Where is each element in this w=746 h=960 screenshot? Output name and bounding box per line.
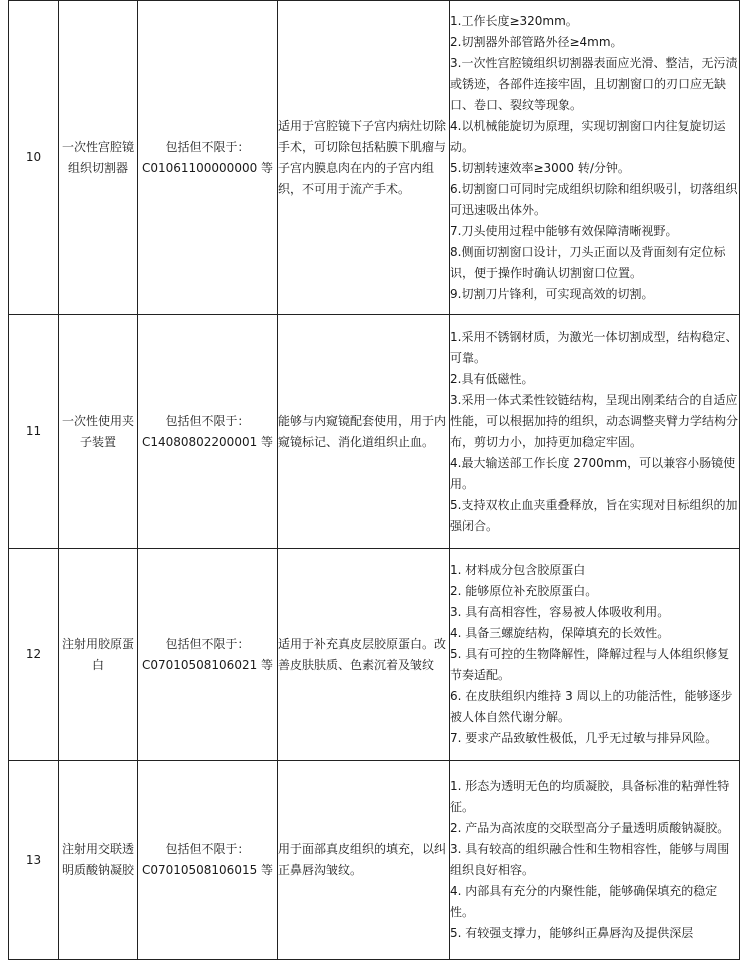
product-usage: 适用于补充真皮层胶原蛋白。改善皮肤肤质、色素沉着及皱纹 (278, 549, 450, 761)
requirement-item: 3. 具有较高的组织融合性和生物相容性，能够与周围组织良好相容。 (450, 842, 730, 877)
code-prefix: 包括但不限于： (165, 636, 250, 651)
code-prefix: 包括但不限于： (165, 842, 250, 856)
requirement-item: 4.以机械能旋切为原理，实现切割窗口内往复旋切运动。 (450, 118, 726, 154)
row-number: 11 (9, 315, 59, 549)
requirement-item: 5.支持双枚止血夹重叠释放，旨在实现对目标组织的加强闭合。 (450, 497, 738, 533)
requirements-list (450, 315, 740, 549)
row-number: 10 (9, 1, 59, 315)
product-code: C07010508106021 等 (141, 657, 274, 672)
product-code-cell (138, 315, 278, 549)
requirement-item: 5. 有较强支撑力，能够纠正鼻唇沟及提供深层 (450, 926, 694, 940)
requirement-item: 4. 内部具有充分的内聚性能，能够确保填充的稳定性。 (450, 884, 718, 919)
product-name: 注射用交联透明质酸钠凝胶 (59, 761, 138, 960)
product-code-cell (138, 549, 278, 761)
requirements-list (450, 761, 740, 960)
table-row (9, 549, 740, 761)
requirement-item: 2. 产品为高浓度的交联型高分子量透明质酸钠凝胶。 (450, 821, 730, 835)
requirement-item: 8.侧面切割窗口设计，刀头正面以及背面刻有定位标识，便于操作时确认切割窗口位置。 (450, 244, 726, 280)
product-code: C01061100000000 等 (141, 160, 274, 175)
product-usage: 用于面部真皮组织的填充，以纠正鼻唇沟皱纹。 (278, 761, 450, 960)
row-number: 13 (9, 761, 59, 960)
requirement-item: 7. 要求产品致敏性极低，几乎无过敏与排异风险。 (450, 731, 718, 745)
requirement-item: 3.采用一体式柔性铰链结构，呈现出刚柔结合的自适应性能，可以根据加持的组织，动态调整夹臂力学结构分布，剪切力小，加持更加稳定牢固。 (450, 392, 739, 449)
requirement-item: 6. 在皮肤组织内维持 3 周以上的功能活性，能够逐步被人体自然代谢分解。 (450, 689, 733, 724)
requirement-item: 1.工作长度≥320mm。 (450, 13, 578, 28)
requirement-item: 1. 形态为透明无色的均质凝胶，具备标准的粘弹性特征。 (450, 779, 730, 814)
spec-table (8, 0, 740, 960)
row-number: 12 (9, 549, 59, 761)
requirement-item: 3. 具有高相容性，容易被人体吸收利用。 (450, 605, 670, 619)
requirement-item: 2. 能够原位补充胶原蛋白。 (450, 584, 598, 598)
requirement-item: 7.刀头使用过程中能够有效保障清晰视野。 (450, 223, 678, 238)
table-row (9, 761, 740, 960)
code-prefix: 包括但不限于： (165, 139, 250, 154)
requirement-item: 1. 材料成分包含胶原蛋白 (450, 563, 586, 577)
requirement-item: 9.切割刀片锋利，可实现高效的切割。 (450, 286, 654, 301)
requirement-item: 4. 具备三螺旋结构，保障填充的长效性。 (450, 626, 670, 640)
requirement-item: 6.切割窗口可同时完成组织切除和组织吸引，切落组织可迅速吸出体外。 (450, 181, 738, 217)
product-code: C07010508106015 等 (141, 863, 274, 877)
requirements-list (450, 1, 740, 315)
product-usage: 能够与内窥镜配套使用，用于内窥镜标记、消化道组织止血。 (278, 315, 450, 549)
requirement-item: 3.一次性宫腔镜组织切割器表面应光滑、整洁，无污渍或锈迹，各部件连接牢固，且切割窗口的刃口应无缺口、卷口、裂纹等现象。 (450, 55, 738, 112)
product-name: 一次性使用夹子装置 (59, 315, 138, 549)
requirement-item: 5.切割转速效率≥3000 转/分钟。 (450, 160, 630, 175)
product-name: 一次性宫腔镜组织切割器 (59, 1, 138, 315)
requirement-item: 1.采用不锈钢材质，为激光一体切割成型，结构稳定、可靠。 (450, 329, 738, 365)
product-code-cell (138, 1, 278, 315)
code-prefix: 包括但不限于： (165, 413, 250, 428)
requirement-item: 5. 具有可控的生物降解性，降解过程与人体组织修复节奏适配。 (450, 647, 730, 682)
table-row (9, 315, 740, 549)
requirement-item: 4.最大输送部工作长度 2700mm，可以兼容小肠镜使用。 (450, 455, 736, 491)
requirements-list (450, 549, 740, 761)
requirement-item: 2.切割器外部管路外径≥4mm。 (450, 34, 623, 49)
table-row (9, 1, 740, 315)
product-name: 注射用胶原蛋白 (59, 549, 138, 761)
requirement-item: 2.具有低磁性。 (450, 371, 534, 386)
product-usage: 适用于宫腔镜下子宫内病灶切除手术，可切除包括粘膜下肌瘤与子宫内膜息肉在内的子宫内组织，不可用于流产手术。 (278, 1, 450, 315)
product-code: C14080802200001 等 (141, 434, 274, 449)
product-code-cell (138, 761, 278, 960)
